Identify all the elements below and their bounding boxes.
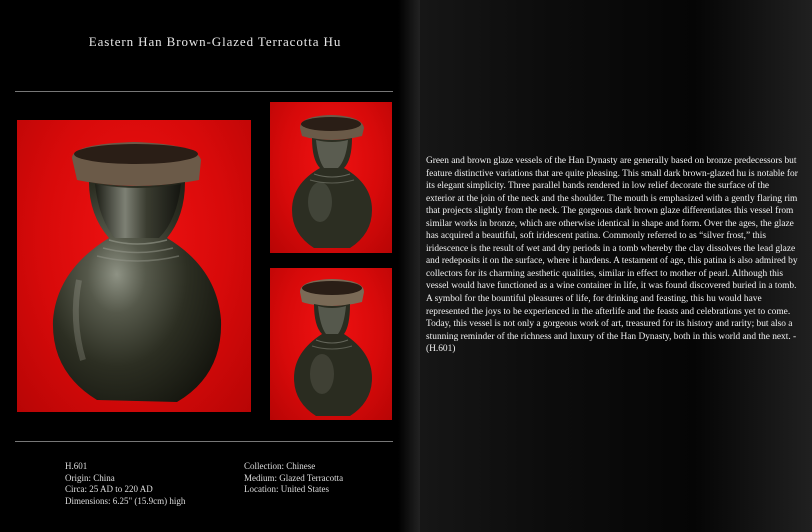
page-title: Eastern Han Brown-Glazed Terracotta Hu xyxy=(88,34,342,49)
main-vessel-photo[interactable] xyxy=(17,120,251,412)
vessel-image xyxy=(270,102,392,253)
medium: Medium: Glazed Terracotta xyxy=(244,472,344,483)
location: Location: United States xyxy=(244,484,329,495)
dimensions: Dimensions: 6.25" (15.9cm) high xyxy=(65,495,186,506)
details-left-column xyxy=(65,461,185,507)
item-id: H.601 xyxy=(65,461,88,471)
vessel-image xyxy=(270,268,392,420)
bottom-divider xyxy=(15,441,393,442)
details-right-column xyxy=(244,461,343,496)
collection: Collection: Chinese xyxy=(244,461,316,471)
vessel-image xyxy=(17,120,251,412)
origin: Origin: China xyxy=(65,472,115,483)
item-description: Green and brown glaze vessels of the Han Dynasty are generally based on bronze predecessors but feature distinctive variations that are quite pleasing. This small dark brown-glazed hu is notable for its elegant simplicity. Three parallel bands rendered in low relief decorate the surface of the exterior at the join of the neck and the shoulder. The mouth is emphasized with a gently flaring rim that projects slightly from the neck. The gorgeous dark brown glaze differentiates this vessel from similar works in bronze, which are otherwise identical in shape and form. Over the ages, the glaze has acquired a beautiful, soft iridescent patina. Commonly referred to as “silver frost,” this iridescence is the result of wet and dry periods in a tomb whereby the clay dissolves the lead glaze and redeposits it on the surface, where it hardens. A testament of age, this patina is also admired by collectors for its charming aesthetic qualities, similar in effect to mother of pearl. Although this vessel would have functioned as a wine container in life, it was found discovered buried in a tomb. A symbol for the bountiful pleasures of life, for drinking and feasting, this hu would have represented the joys to be experienced in the afterlife and the feasts and celebrations yet to come. Today, this vessel is not only a gorgeous work of art, treasured for its history and rarity; but also a stunning reminder of the richness and luxury of the Han Dynasty, both in this world and the next. - (H.601) xyxy=(426,156,798,355)
circa: Circa: 25 AD to 220 AD xyxy=(65,484,153,495)
top-right-vessel-photo[interactable] xyxy=(270,102,392,253)
bottom-right-vessel-photo[interactable] xyxy=(270,268,392,420)
top-divider xyxy=(15,91,393,92)
